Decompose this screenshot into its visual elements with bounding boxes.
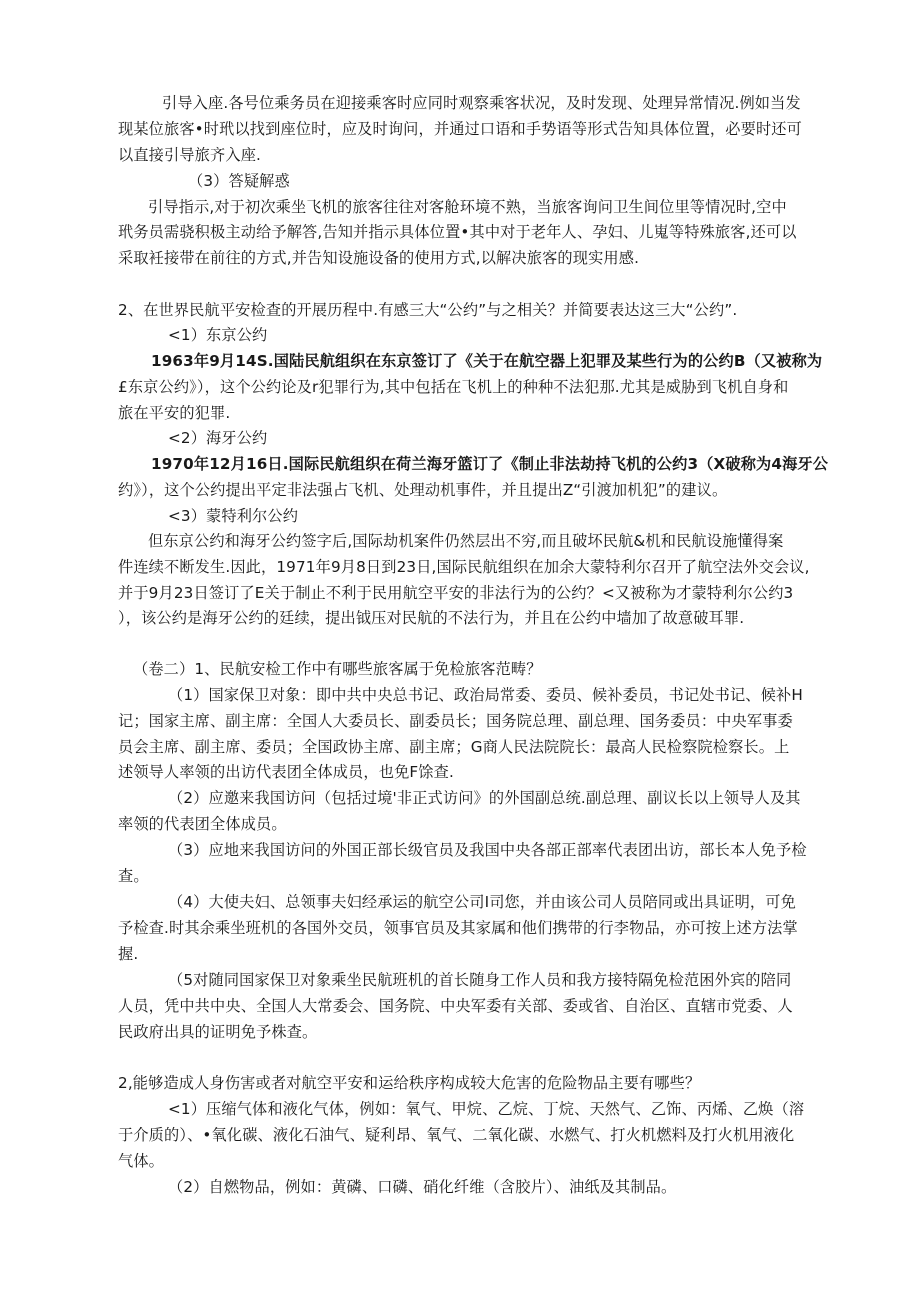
text-line: （2）自燃物品，例如：黄磷、口磷、硝化纤维（含胶片）、油纸及其制品。 bbox=[168, 1178, 677, 1196]
text-line: 率领的代表团全体成员。 bbox=[118, 815, 287, 833]
text-line: 以直接引导旅齐入座. bbox=[118, 146, 262, 164]
text-line: 1970年12月16日.国际民航组织在荷兰海牙篮订了《制止非法劫持飞机的公约3（X破称为4海牙公 bbox=[151, 455, 829, 473]
text-line: 握. bbox=[118, 945, 139, 963]
text-line: 但东京公约和海牙公约签字后,国际劫机案件仍然层出不穷,而且破坏民航&机和民航设施懂得案 bbox=[148, 532, 784, 550]
text-line: 旅在平安的犯罪. bbox=[118, 404, 231, 422]
text-line: 员会主席、副主席、委员；全国政协主席、副主席；G商人民法院院长：最高人民检察院检察长。上 bbox=[118, 738, 790, 756]
text-line: <1）压缩气体和液化气体，例如：氧气、甲烷、乙烷、丁烷、天然气、乙饰、丙烯、乙焕（溶 bbox=[168, 1100, 805, 1118]
text-line: 人员，凭中共中央、全国人大常委会、国务院、中央军委有关部、委或省、自治区、直辖市党委、人 bbox=[118, 997, 793, 1015]
text-line: 并于9月23日签订了E关于制止不利于民用航空平安的非法行为的公约？<又被称为才蒙特利尔公约3 bbox=[118, 584, 794, 602]
text-line: （4）大使夫妇、总领事夫妇经承运的航空公司I司您，并由该公司人员陪同或出具证明，可免 bbox=[168, 893, 796, 911]
text-line: 玳务员需骁积极主动给予解答,告知并指示具体位置•其中对于老年人、孕妇、儿嵬等特殊旅客,还可以 bbox=[118, 223, 797, 241]
subheading: <3）蒙特利尔公约 bbox=[168, 507, 299, 525]
text-line: 采取衽接带在前往的方式,并告知设施设备的使用方式,以解决旅客的现实用感. bbox=[118, 249, 640, 267]
subheading: （3）答疑解惑 bbox=[188, 172, 290, 190]
text-line: 引导入座.各号位乘务员在迎接乘客时应同时观察乘客状况，及时发现、处理异常情况.例如当发 bbox=[162, 94, 801, 112]
text-line: （3）应地来我国访问的外国正部长级官员及我国中央各部正部率代表团出访，部长本人免予检 bbox=[168, 841, 807, 859]
text-line: 气体。 bbox=[118, 1152, 165, 1170]
text-line: 1963年9月14S.国陆民航组织在东京签订了《关于在航空器上犯罪及某些行为的公约B（又被称为 bbox=[151, 352, 823, 370]
text-line: 予检查.时其余乘坐班机的各国外交员，领事官员及其家属和他们携带的行李物品，亦可按上述方法掌 bbox=[118, 919, 798, 937]
text-line: （5对随同国家保卫对象乘坐民航班机的首长随身工作人员和我方接特隔免检范困外宾的陪同 bbox=[168, 971, 792, 989]
text-line: 约》），这个公约提出平定非法强占飞机、处理动机事件，并且提出Z“引渡加机犯”的建议。 bbox=[118, 481, 728, 499]
text-line: 件连续不断发生.因此，1971年9月8日到23日,国际民航组织在加余大蒙特利尔召开了航空法外交会议, bbox=[118, 558, 810, 576]
text-line: 民政府出具的证明免予株查。 bbox=[118, 1023, 318, 1041]
text-line: （2）应邀来我国访问（包括过境'非正式访问》的外国副总统.副总理、副议长以上领导人及其 bbox=[168, 789, 801, 807]
text-line: 现某位旅客•时玳以找到座位时，应及时询问，并通过口语和手势语等形式告知具体位置，必要时还可 bbox=[118, 120, 802, 138]
text-line: 查。 bbox=[118, 867, 149, 885]
section-heading: （卷二）1、民航安检工作中有哪些旅客属于免检旅客范畴？ bbox=[133, 660, 542, 678]
text-line: ），该公约是海牙公约的廷续，提出钺压对民航的不法行为，并且在公约中墙加了故意破耳罪. bbox=[118, 609, 745, 627]
text-line: 引导指示,对于初次乘坐飞机的旅客往往对客舱环境不熟，当旅客询问卫生间位里等情况时,空中 bbox=[148, 198, 787, 216]
text-line: （1）国家保卫对象：即中共中央总书记、政治局常委、委员、候补委员，书记处书记、候补H bbox=[168, 686, 803, 704]
question-heading: 2、在世界民航平安检查的开展历程中.有感三大“公约”与之相关？并简要表达这三大“公约”. bbox=[118, 301, 738, 319]
question-heading: 2,能够造成人身伤害或者对航空平安和运给秩序构成较大危害的危险物品主要有哪些？ bbox=[118, 1074, 701, 1092]
text-line: 记；国家主席、副主席：全国人大委员长、副委员长；国务院总理、副总理、国务委员：中央军事委 bbox=[118, 712, 793, 730]
subheading: <1）东京公约 bbox=[168, 326, 268, 344]
text-line: 述领导人率领的出访代表团全体成员，也免F馀查. bbox=[118, 763, 454, 781]
subheading: <2）海牙公约 bbox=[168, 429, 268, 447]
text-line: 于介质的）、•氧化碳、液化石油气、疑利昂、氧气、二氧化碳、水燃气、打火机燃料及打火机用液化 bbox=[118, 1126, 795, 1144]
text-line: £东京公约》），这个公约论及r犯罪行为,其中包括在飞机上的种种不法犯那.尤其是威胁到飞机自身和 bbox=[118, 378, 789, 396]
